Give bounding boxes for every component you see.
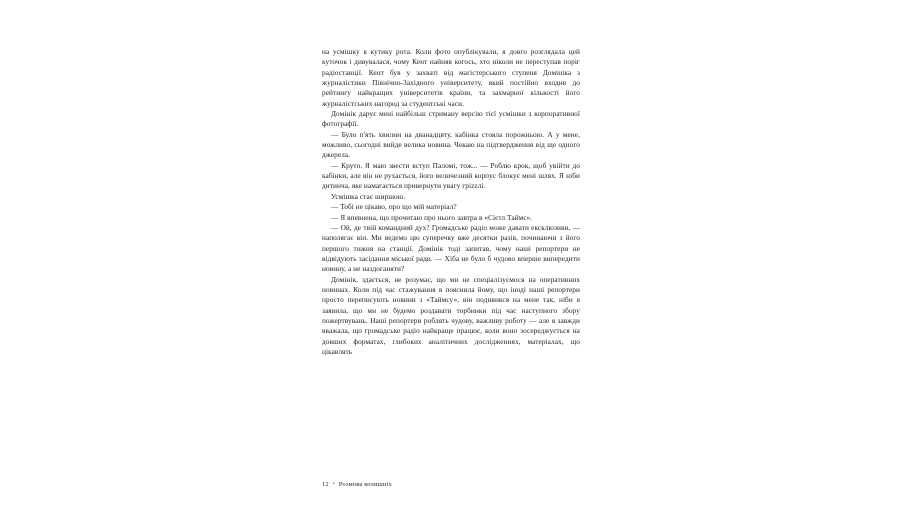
paragraph: Домінік, здається, не розумає, що ми не спеціалізуємося на оперативних новинах. Коли під час стажування я пояснила йому, що іноді наші репортери просто переписують новини з «Таймсу», він подивився на мене так, ніби я заявила, що ми не будемо роздавати торбинки під час наступного збору пожертвувань. Наші репортери роблять чудову, важливу роботу — але я завжди вважала, що громадське радіо найкраще працює, коли воно зосереджується на довших форматах, глибоких аналітичних дослідженнях, матеріалах, що цікавлять (322, 274, 580, 356)
paragraph: — Тобі не цікаво, про що мій матеріал? (331, 202, 457, 212)
paragraph: — Круто. Я маю звести вступ Паломі, тож... — Роблю крок, щоб увійти до кабінки, але він не рухається, його величезний корпус блокує мені шлях. Я ніби дитинча, яке намагається привернути увагу грizzлі. (322, 160, 580, 191)
paragraph: Домінік дарує мені найбільш стриману версію тієї усмішки з корпоративної фотографії. (322, 109, 580, 129)
paragraph: Усмішка стає ширшою. (331, 191, 406, 201)
page-footer (322, 480, 622, 489)
paragraph: на усмішку в кутику рота. Коли фото опублікували, я довго розглядала цей куточок і дивувалася, чому Кент найняв когось, хто ніколи не переступав поріг радіостанції. Кент був у захваті від магістерського ступеня Домініка з журналістики Північно-Західного університету, який постійно входив до рейтингу найкращих університетів країни, та захмарної кількості його журналістських нагород за студентські часи. (322, 47, 580, 108)
paragraph: — Я впевнена, що прочитаю про нього завтра в «Сієтл Таймс». (331, 212, 533, 222)
body-text-column (322, 47, 580, 357)
paragraph: — Було п'ять хвилин на дванадцяту, кабінка стояла порожньою. А у мене, можливо, сьогодні вийде велика новина. Чекаю на підтвердження від ще одного джерела. (322, 129, 580, 160)
page-number: 12 (322, 481, 329, 489)
footer-separator-icon: • (332, 482, 335, 487)
running-title: Розмова колишніх (338, 481, 392, 489)
paragraph: — Ой, де твій командний дух? Громадське радіо може давати ексклюзиви, — наполягає він. Ми ведемо цю суперечку вже десятки разів, починаючи з його першого тижня на станції. Домінік тоді запитав, чому наші репортери не відвідують засідання міської ради. — Хіба не було б чудово вперше випередити новину, а не наздоганяти? (322, 222, 580, 274)
